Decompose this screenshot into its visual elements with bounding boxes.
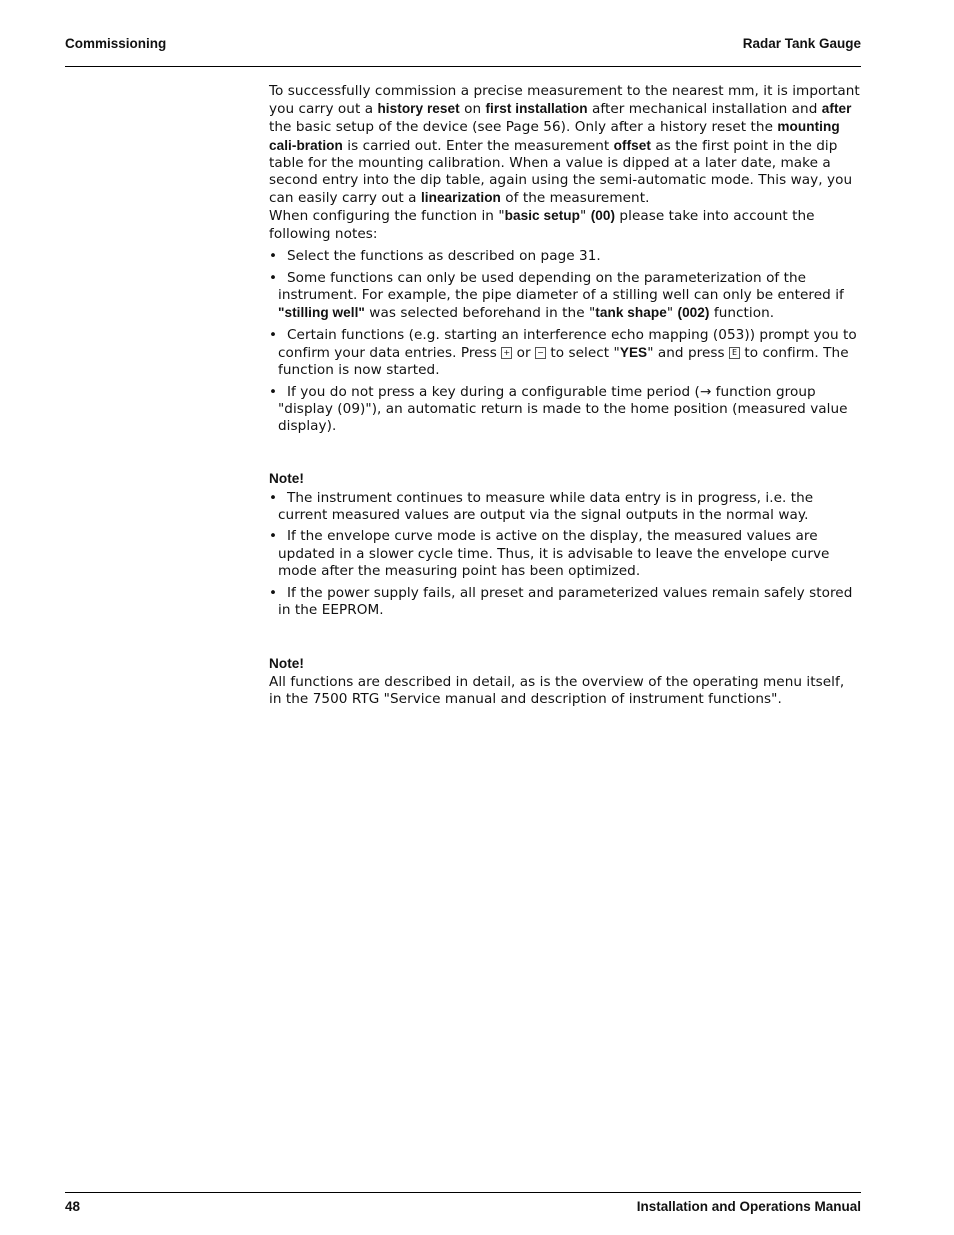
bullet-icon: • <box>269 247 278 264</box>
list-item: • Certain functions (e.g. starting an interference echo mapping (053)) prompt you to confirm your data entries. Press + or − to select "YES" and press E to confirm. The function is now started. <box>269 326 857 379</box>
page-number: 48 <box>65 1199 81 1214</box>
bullet-icon: • <box>269 326 278 343</box>
list-item: • If the envelope curve mode is active on the display, the measured values are updated in a slower cycle time. Thus, it is advisable to leave the envelope curve mode after the measuring point has been optimized. <box>269 528 830 579</box>
list-item: • If the power supply fails, all preset and parameterized values remain safely stored in the EEPROM. <box>269 584 853 618</box>
note-heading: Note! <box>269 471 304 487</box>
list-item: • If you do not press a key during a configurable time period (→ function group "display (09)"), an automatic return is made to the home position (measured value display). <box>269 383 848 435</box>
footer-rule <box>65 1192 861 1193</box>
minus-key-icon: − <box>535 347 546 359</box>
note-list <box>269 490 861 619</box>
list-item: • Some functions can only be used depending on the parameterization of the instrument. For example, the pipe diameter of a stilling well can only be entered if "stilling well" was selected beforehand in the "tank shape" (002) function. <box>269 269 844 321</box>
config-notes-list <box>269 248 861 436</box>
header-product-title: Radar Tank Gauge <box>742 36 861 51</box>
bullet-icon: • <box>269 489 278 506</box>
bullet-icon: • <box>269 528 278 545</box>
intro-paragraph: To successfully commission a precise measurement to the nearest mm, it is important you carry out a history reset on first installation after mechanical installation and after the basic setup of the device (see Page 56). Only after a history reset the mounting cali-bration is carried out. Enter the measurement offset as the first point in the dip table for the mounting calibration. When a value is dipped at a later date, make a second entry into the dip table, again using the semi-automatic mode. This way, you can easily carry out a linearization of the measurement. <box>269 83 860 207</box>
header-rule <box>65 66 861 67</box>
enter-key-icon: E <box>729 347 740 359</box>
main-content <box>269 83 861 709</box>
plus-key-icon: + <box>501 347 512 359</box>
config-paragraph: When configuring the function in "basic setup" (00) please take into account the following notes: <box>269 208 815 242</box>
list-item: • The instrument continues to measure while data entry is in progress, i.e. the current measured values are output via the signal outputs in the normal way. <box>269 489 814 523</box>
footer-manual-title: Installation and Operations Manual <box>636 1199 861 1214</box>
bullet-icon: • <box>269 269 278 286</box>
list-item: • Select the functions as described on page 31. <box>269 247 601 264</box>
bullet-icon: • <box>269 383 278 400</box>
bullet-icon: • <box>269 584 278 601</box>
header-section-title: Commissioning <box>65 36 167 51</box>
note-paragraph: All functions are described in detail, as is the overview of the operating menu itself, in the 7500 RTG "Service manual and description of instrument functions". <box>269 674 845 708</box>
note-heading: Note! <box>269 655 304 671</box>
